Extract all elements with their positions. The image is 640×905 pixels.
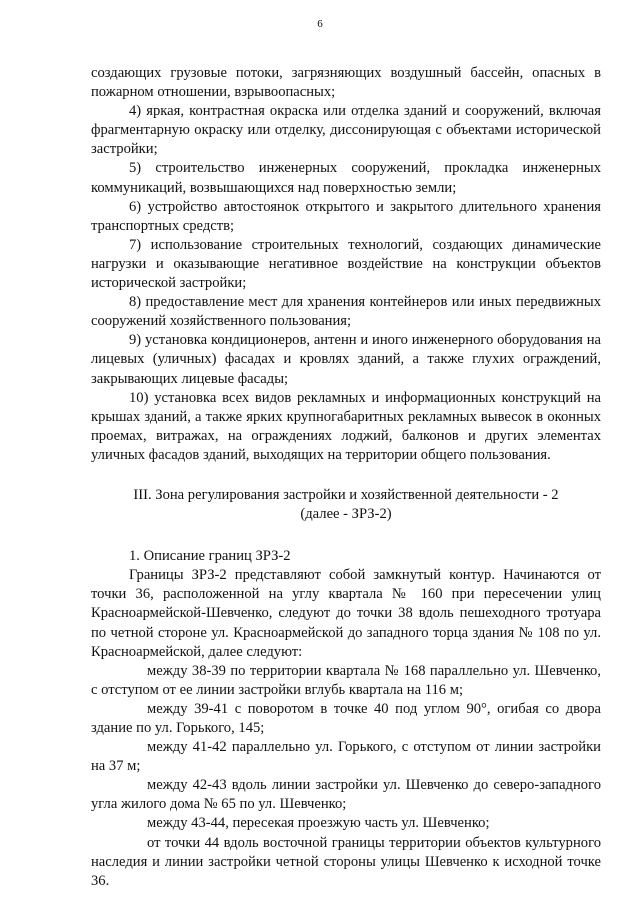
document-body <box>91 64 601 891</box>
list-item-7: 7) использование строительных технологий, создающих динамические нагрузки и оказывающие негативное воздействие на конструкции объектов исторической застройки; <box>91 236 601 292</box>
boundary-segment-42-43: между 42-43 вдоль линии застройки ул. Шевченко до северо-западного угла жилого дома № 65 по ул. Шевченко; <box>91 777 601 813</box>
section-heading-line-2: (далее - ЗРЗ-2) <box>300 506 392 523</box>
list-item-6: 6) устройство автостоянок открытого и закрытого длительного хранения транспортных средств; <box>91 198 601 234</box>
boundary-segment-43-44: между 43-44, пересекая проезжую часть ул. Шевченко; <box>147 815 490 832</box>
list-item-9: 9) установка кондиционеров, антенн и иного инженерного оборудования на лицевых (уличных) фасадах и кровлях зданий, а также глухих ограждений, закрывающих лицевые фасады; <box>91 332 601 387</box>
boundary-segment-39-41: между 39-41 с поворотом в точке 40 под углом 90°, огибая со двора здание по ул. Горького, 145; <box>91 700 601 736</box>
boundary-segment-44-36: от точки 44 вдоль восточной границы территории объектов культурного наследия и линии застройки четной стороны улицы Шевченко к исходной точке 36. <box>91 834 601 889</box>
list-item-5: 5) строительство инженерных сооружений, прокладка инженерных коммуникаций, возвышающихся над поверхностью земли; <box>91 160 601 196</box>
list-item-4: 4) яркая, контрастная окраска или отделка зданий и сооружений, включая фрагментарную окраску или отделку, диссонирующая с объектами исторической застройки; <box>91 103 601 158</box>
boundary-segment-41-42: между 41-42 параллельно ул. Горького, с отступом от линии застройки на 37 м; <box>91 739 601 775</box>
page-number: 6 <box>317 18 323 30</box>
list-item-8: 8) предоставление мест для хранения контейнеров или иных передвижных сооружений хозяйственного пользования; <box>91 294 601 330</box>
section-heading-line-1: III. Зона регулирования застройки и хозяйственной деятельности - 2 <box>133 486 559 503</box>
section-heading <box>91 486 601 524</box>
subheading: 1. Описание границ ЗРЗ-2 <box>129 548 291 565</box>
list-item-10: 10) установка всех видов рекламных и информационных конструкций на крышах зданий, а также ярких крупногабаритных рекламных вывесок в оконных проемах, витражах, на ограждениях лоджий, балконов и других элементах уличных фасадов зданий, выходящих на территории общего пользования. <box>91 389 601 463</box>
paragraph-continuation: создающих грузовые потоки, загрязняющих воздушный бассейн, опасных в пожарном отношении, взрывоопасных; <box>91 65 601 101</box>
boundary-segment-38-39: между 38-39 по территории квартала № 168 параллельно ул. Шевченко, с отступом от ее линии застройки вглубь квартала на 116 м; <box>91 662 601 698</box>
boundary-intro-paragraph: Границы ЗРЗ-2 представляют собой замкнутый контур. Начинаются от точки 36, расположенной на углу квартала № 160 при пересечении улиц Красноармейской-Шевченко, следуют до точки 38 вдоль пешеходного тротуара по четной стороне ул. Красноармейской до западного торца здания № 108 по ул. Красноармейской, далее следуют: <box>91 567 601 660</box>
